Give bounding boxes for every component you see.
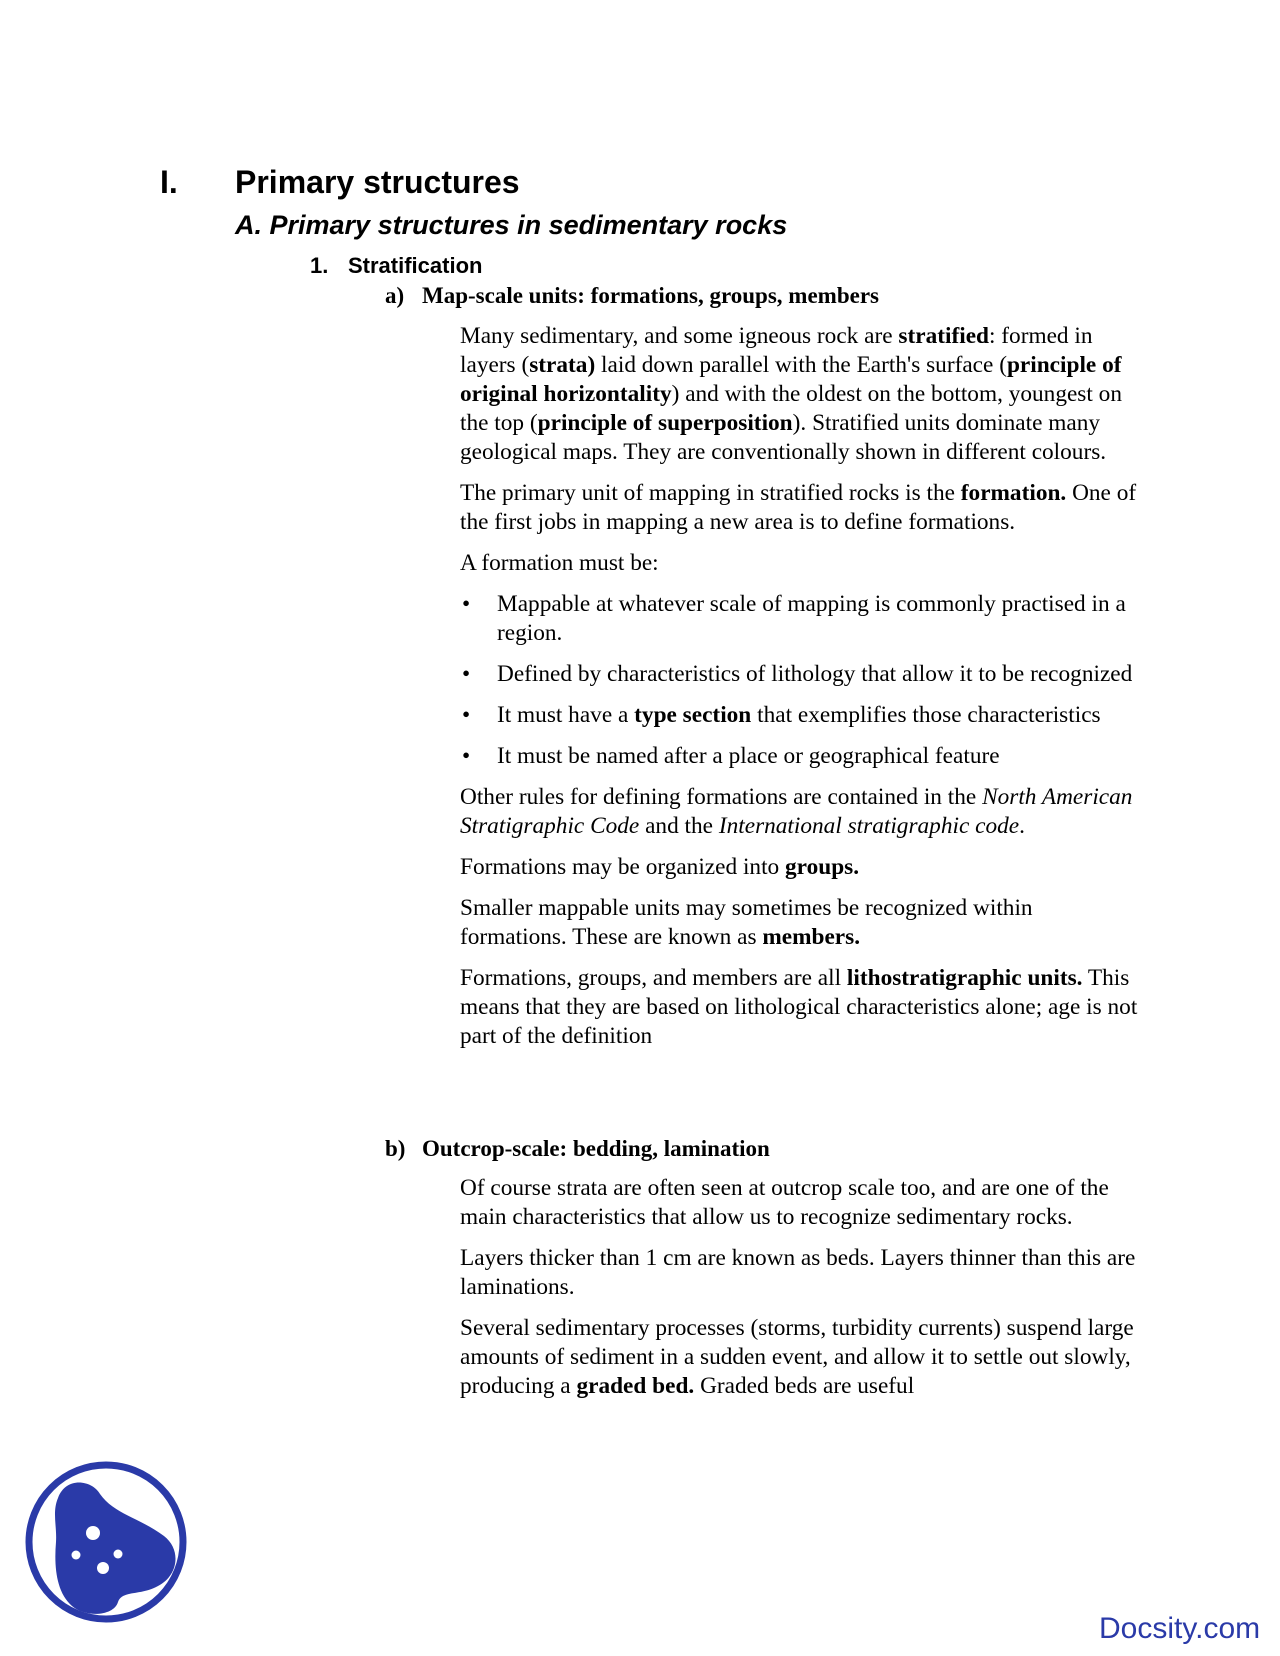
formation-criteria-list [460,590,1140,771]
text-run: Formations, groups, and members are all [460,965,847,991]
bullet-icon: • [462,743,471,769]
bold-term: principle of superposition [537,410,793,436]
subsection-b-body [460,1174,1140,1413]
heading-1-title: Primary structures [235,164,520,200]
heading-3-number: 1. [310,253,329,278]
text-run: . [1019,813,1025,839]
bold-term: lithostratigraphic units. [846,965,1083,991]
text-run: Other rules for defining formations are contained in the [460,784,983,810]
bold-term: stratified [898,323,989,349]
paragraph-formation [460,479,1140,537]
subsection-b-title: Outcrop-scale: bedding, lamination [422,1136,770,1161]
heading-3-title: Stratification [348,253,483,278]
text-run: ) and with the oldest on the bottom, youngest on the top ( [460,381,1122,436]
paragraph-members [460,894,1140,952]
paragraph-lithostratigraphic [460,964,1140,1051]
heading-1-number: I. [160,164,178,200]
subsection-a-body [460,322,1140,1063]
list-item-text: that exemplifies those characteristics [751,702,1101,728]
italic-title: International stratigraphic code [718,813,1020,839]
subsection-heading-a [385,282,879,310]
bullet-icon: • [462,591,471,617]
paragraph-outcrop: Of course strata are often seen at outcrop scale too, and are one of the main characteristics that allow us to recognize sedimentary rocks. [460,1175,1109,1230]
list-item-text: It must be named after a place or geographical feature [497,743,1000,769]
subsection-b-label: b) [385,1136,406,1161]
italic-title: North American Stratigraphic Code [460,784,1133,839]
text-run: laid down parallel with the Earth's surface ( [595,352,1007,378]
text-run: and the [639,813,719,839]
paragraph-graded-bed [460,1314,1140,1401]
bold-term: graded bed. [576,1373,695,1399]
subsection-heading-b [385,1135,770,1163]
section-heading-2: A. Primary structures in sedimentary rocks [235,210,788,240]
text-run: Formations may be organized into [460,854,786,880]
section-heading-3 [310,252,482,280]
bold-term: strata) [529,352,596,378]
bold-term: formation. [960,480,1067,506]
bold-term: groups. [785,854,860,880]
bullet-icon: • [462,702,471,728]
text-run: Smaller mappable units may sometimes be recognized within formations. These are known as [460,895,1033,950]
bold-term: principle of original horizontality [460,352,1122,407]
list-item [460,701,1140,730]
list-item [460,660,1140,689]
text-run: : formed in layers ( [460,323,1093,378]
list-item [460,742,1140,771]
text-run: ). Stratified units dominate many geological maps. They are conventionally shown in different colours. [460,410,1107,465]
list-item-text: Defined by characteristics of lithology that allow it to be recognized [497,661,1133,687]
list-item-text: Mappable at whatever scale of mapping is commonly practised in a region. [497,591,1126,646]
paragraph-groups [460,853,1140,882]
subsection-a-title: Map-scale units: formations, groups, members [422,283,879,308]
text-run: Graded beds are useful [694,1373,915,1399]
text-run: Many sedimentary, and some igneous rock are [460,323,899,349]
list-item [460,590,1140,648]
docsity-logo-icon [22,1456,190,1626]
subsection-a-label: a) [385,283,405,308]
text-run: One of the first jobs in mapping a new area is to define formations. [460,480,1137,535]
docsity-brand-text[interactable]: Docsity.com [1099,1612,1261,1645]
paragraph-other-rules [460,783,1140,841]
paragraph-formation-must-be: A formation must be: [460,550,659,576]
bold-term: type section [634,702,752,728]
list-item-text: It must have a [497,702,635,728]
bullet-icon: • [462,661,471,687]
text-run: Several sedimentary processes (storms, turbidity currents) suspend large amounts of sediment in a sudden event, and allow it to settle out slowly, producing a [460,1315,1134,1399]
paragraph-stratified [460,322,1140,467]
text-run: The primary unit of mapping in stratified rocks is the [460,480,961,506]
bold-term: members. [762,924,861,950]
paragraph-beds: Layers thicker than 1 cm are known as beds. Layers thinner than this are laminations. [460,1245,1136,1300]
text-run: This means that they are based on lithological characteristics alone; age is not part of the definition [460,965,1138,1049]
